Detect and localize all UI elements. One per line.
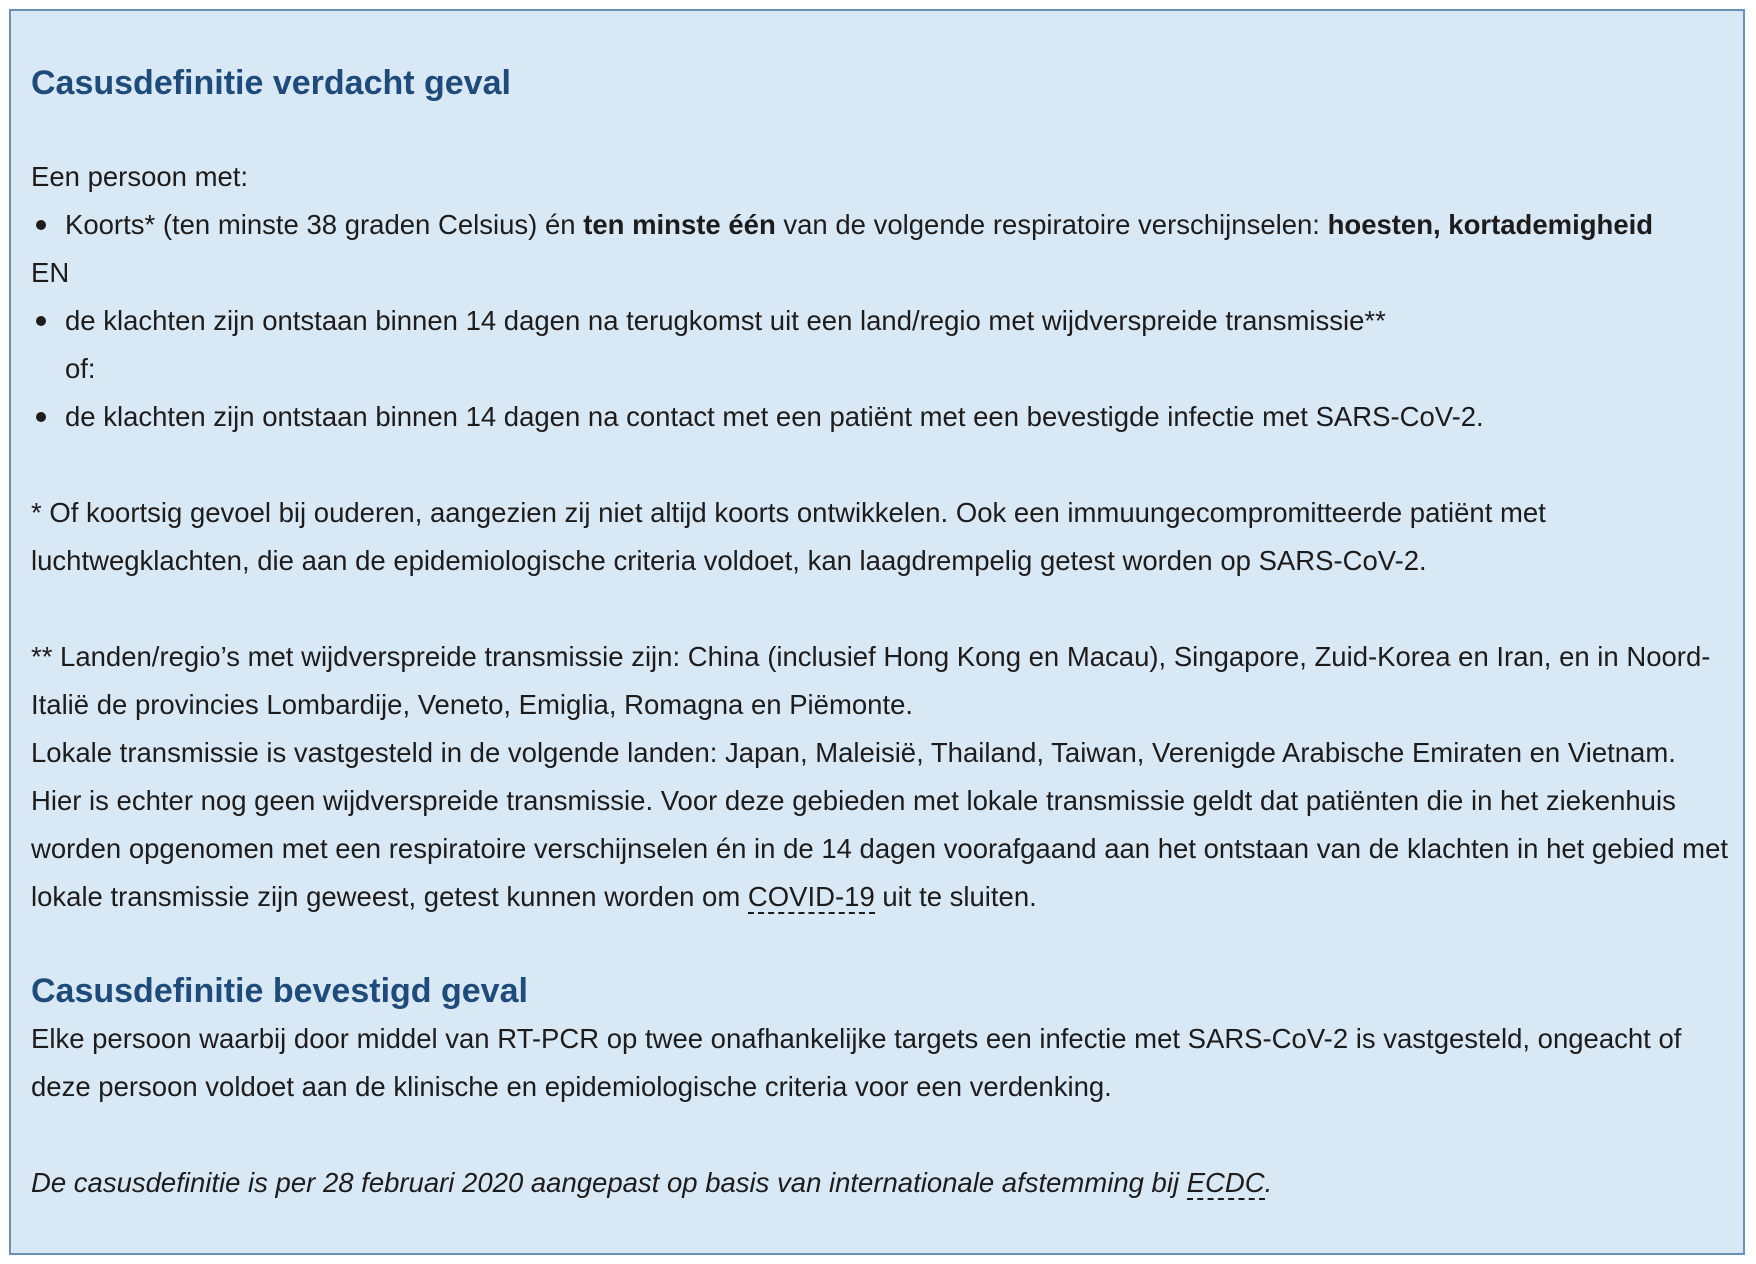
or-label: of: bbox=[65, 353, 96, 384]
footnote-fever: * Of koortsig gevoel bij ouderen, aangezien zij niet altijd koorts ontwikkelen. Ook een immuungecompromitteerde patiënt met luchtwegklachten, die aan de epidemiologische criteria voldoet, kan laagdrempelig getest worden op SARS-CoV-2. bbox=[31, 497, 1546, 576]
ecdc-abbreviation[interactable]: ECDC bbox=[1186, 1167, 1265, 1198]
covid19-abbreviation[interactable]: COVID-19 bbox=[747, 881, 875, 912]
case-definition-panel bbox=[9, 9, 1745, 1255]
bullet-icon bbox=[36, 412, 46, 422]
suspected-case-heading: Casusdefinitie verdacht geval bbox=[31, 64, 511, 102]
panel-content bbox=[31, 11, 1729, 1207]
revision-note: De casusdefinitie is per 28 februari 2020 aangepast op basis van internationale afstemming bij ECDC. bbox=[31, 1167, 1273, 1198]
bullet-icon bbox=[36, 220, 46, 230]
criteria-item-fever: Koorts* (ten minste 38 graden Celsius) én ten minste één van de volgende respiratoire verschijnselen: hoesten, kortademigheid bbox=[31, 201, 1729, 249]
criteria-list-2 bbox=[31, 297, 1729, 441]
criteria-item-travel: de klachten zijn ontstaan binnen 14 dagen na terugkomst uit een land/regio met wijdverspreide transmissie** of: bbox=[31, 297, 1729, 393]
criteria-item-contact: de klachten zijn ontstaan binnen 14 dagen na contact met een patiënt met een bevestigde infectie met SARS-CoV-2. bbox=[31, 393, 1729, 441]
footnote-countries: ** Landen/regio’s met wijdverspreide transmissie zijn: China (inclusief Hong Kong en Macau), Singapore, Zuid-Korea en Iran, en in Noord-Italië de provincies Lombardije, Veneto, Emiglia, Romagna en Piëmonte. bbox=[31, 641, 1711, 720]
confirmed-case-heading: Casusdefinitie bevestigd geval bbox=[31, 972, 528, 1010]
confirmed-case-text: Elke persoon waarbij door middel van RT-PCR op twee onafhankelijke targets een infectie met SARS-CoV-2 is vastgesteld, ongeacht of deze persoon voldoet aan de klinische en epidemiologische criteria voor een verdenking. bbox=[31, 1023, 1682, 1102]
suspected-intro: Een persoon met: bbox=[31, 161, 249, 192]
and-label: EN bbox=[31, 257, 70, 288]
criteria-list-1 bbox=[31, 201, 1729, 249]
bullet-icon bbox=[36, 316, 46, 326]
local-transmission-text: Lokale transmissie is vastgesteld in de volgende landen: Japan, Maleisië, Thailand, Taiwan, Verenigde Arabische Emiraten en Vietnam. Hier is echter nog geen wijdverspreide transmissie. Voor deze gebieden met lokale transmissie geldt dat patiënten die in het ziekenhuis worden opgenomen met een respiratoire verschijnselen én in de 14 dagen voorafgaand aan het ontstaan van de klachten in het gebied met lokale transmissie zijn geweest, getest kunnen worden om COVID-19 uit te sluiten. bbox=[31, 737, 1728, 912]
